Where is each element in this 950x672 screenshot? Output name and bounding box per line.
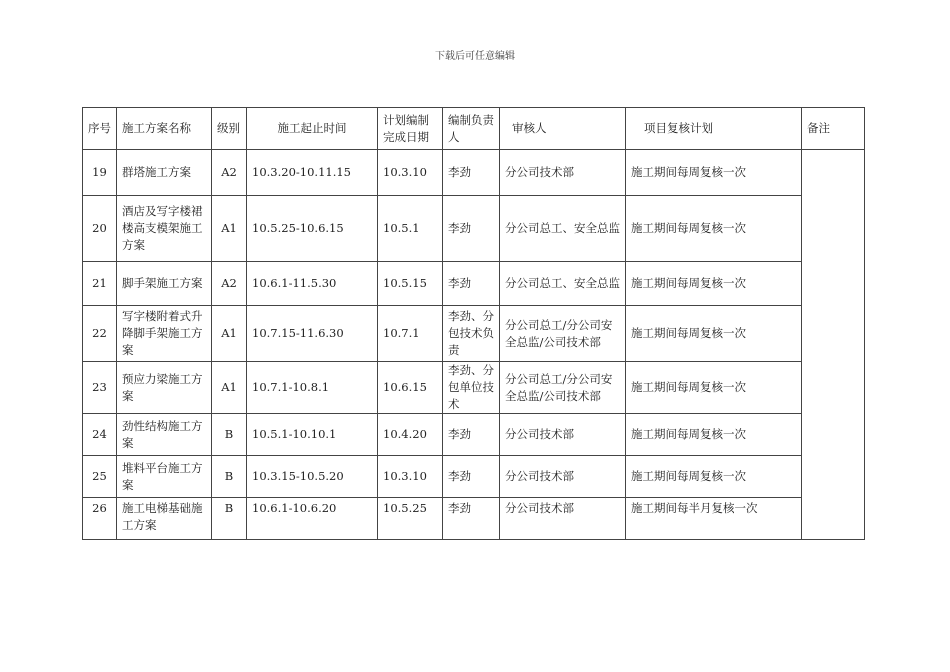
cell-plan-date: 10.5.15: [378, 262, 443, 306]
cell-name: 群塔施工方案: [117, 150, 212, 196]
cell-plan-date: 10.5.25: [378, 498, 443, 540]
cell-plan-date: 10.7.1: [378, 306, 443, 362]
cell-reviewer: 分公司总工、安全总监: [500, 196, 626, 262]
header-plan-date: 计划编制完成日期: [378, 108, 443, 150]
cell-review-plan: 施工期间每周复核一次: [626, 196, 802, 262]
cell-plan-date: 10.4.20: [378, 414, 443, 456]
cell-seq: 21: [83, 262, 117, 306]
cell-review-plan: 施工期间每周复核一次: [626, 456, 802, 498]
header-period: 施工起止时间: [247, 108, 378, 150]
cell-author: 李劲: [443, 262, 500, 306]
header-seq: 序号: [83, 108, 117, 150]
cell-period: 10.3.15-10.5.20: [247, 456, 378, 498]
cell-level: A2: [212, 150, 247, 196]
cell-seq: 24: [83, 414, 117, 456]
cell-reviewer: 分公司总工、安全总监: [500, 262, 626, 306]
cell-review-plan: 施工期间每周复核一次: [626, 150, 802, 196]
cell-seq: 20: [83, 196, 117, 262]
cell-reviewer: 分公司总工/分公司安全总监/公司技术部: [500, 306, 626, 362]
cell-review-plan: 施工期间每周复核一次: [626, 262, 802, 306]
header-name: 施工方案名称: [117, 108, 212, 150]
cell-level: A1: [212, 306, 247, 362]
cell-seq: 22: [83, 306, 117, 362]
table-row: [83, 306, 865, 362]
cell-seq: 19: [83, 150, 117, 196]
cell-period: 10.7.15-11.6.30: [247, 306, 378, 362]
header-notes: 备注: [802, 108, 865, 150]
cell-plan-date: 10.5.1: [378, 196, 443, 262]
cell-plan-date: 10.6.15: [378, 362, 443, 414]
table-row: [83, 262, 865, 306]
cell-reviewer: 分公司技术部: [500, 414, 626, 456]
cell-name: 施工电梯基础施工方案: [117, 498, 212, 540]
cell-review-plan: 施工期间每半月复核一次: [626, 498, 802, 540]
cell-author: 李劲: [443, 498, 500, 540]
cell-author: 李劲: [443, 414, 500, 456]
cell-seq: 25: [83, 456, 117, 498]
cell-plan-date: 10.3.10: [378, 456, 443, 498]
table-row: [83, 456, 865, 498]
cell-level: A1: [212, 362, 247, 414]
cell-level: A1: [212, 196, 247, 262]
header-review-plan: 项目复核计划: [626, 108, 802, 150]
cell-name: 劲性结构施工方案: [117, 414, 212, 456]
cell-period: 10.6.1-11.5.30: [247, 262, 378, 306]
cell-name: 脚手架施工方案: [117, 262, 212, 306]
cell-period: 10.5.25-10.6.15: [247, 196, 378, 262]
table-row: [83, 414, 865, 456]
header-level: 级别: [212, 108, 247, 150]
cell-plan-date: 10.3.10: [378, 150, 443, 196]
header-note: 下载后可任意编辑: [435, 51, 515, 62]
cell-period: 10.7.1-10.8.1: [247, 362, 378, 414]
cell-reviewer: 分公司技术部: [500, 456, 626, 498]
cell-seq: 26: [83, 498, 117, 540]
table-row: [83, 196, 865, 262]
notes-cell: [802, 150, 865, 540]
cell-review-plan: 施工期间每周复核一次: [626, 362, 802, 414]
cell-period: 10.5.1-10.10.1: [247, 414, 378, 456]
cell-reviewer: 分公司总工/分公司安全总监/公司技术部: [500, 362, 626, 414]
cell-period: 10.3.20-10.11.15: [247, 150, 378, 196]
cell-author: 李劲、分包单位技术: [443, 362, 500, 414]
cell-level: A2: [212, 262, 247, 306]
cell-seq: 23: [83, 362, 117, 414]
cell-level: B: [212, 456, 247, 498]
cell-reviewer: 分公司技术部: [500, 498, 626, 540]
cell-author: 李劲: [443, 150, 500, 196]
cell-name: 堆料平台施工方案: [117, 456, 212, 498]
cell-period: 10.6.1-10.6.20: [247, 498, 378, 540]
construction-plan-table: [82, 107, 865, 540]
cell-name: 预应力梁施工方案: [117, 362, 212, 414]
cell-review-plan: 施工期间每周复核一次: [626, 414, 802, 456]
header-author: 编制负责人: [443, 108, 500, 150]
cell-name: 写字楼附着式升降脚手架施工方案: [117, 306, 212, 362]
cell-author: 李劲、分包技术负责: [443, 306, 500, 362]
cell-author: 李劲: [443, 456, 500, 498]
cell-author: 李劲: [443, 196, 500, 262]
table-row: [83, 362, 865, 414]
header-reviewer: 审核人: [500, 108, 626, 150]
cell-review-plan: 施工期间每周复核一次: [626, 306, 802, 362]
cell-reviewer: 分公司技术部: [500, 150, 626, 196]
table-header-row: [83, 108, 865, 150]
table-row: [83, 498, 865, 540]
cell-level: B: [212, 498, 247, 540]
cell-name: 酒店及写字楼裙楼高支模架施工方案: [117, 196, 212, 262]
cell-level: B: [212, 414, 247, 456]
table-row: [83, 150, 865, 196]
